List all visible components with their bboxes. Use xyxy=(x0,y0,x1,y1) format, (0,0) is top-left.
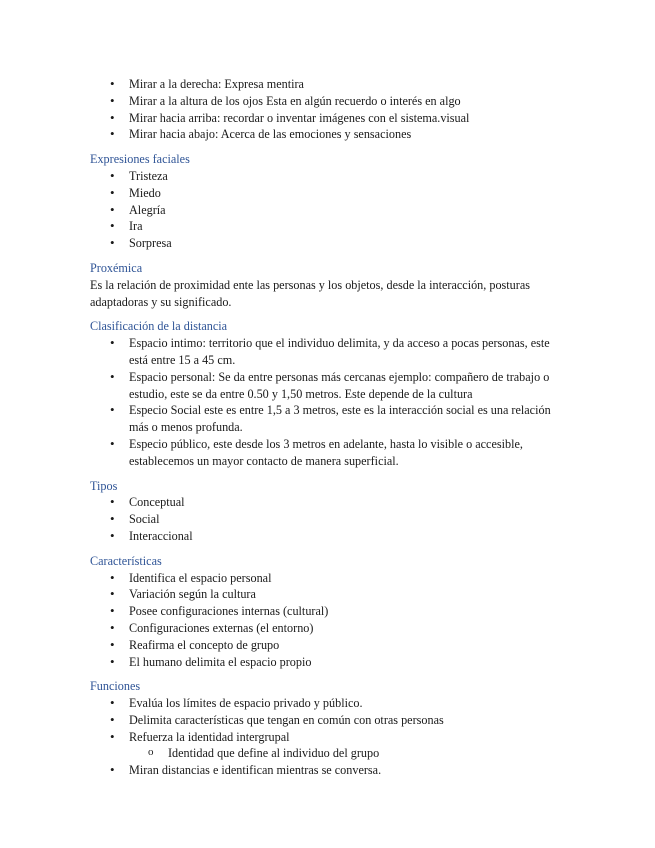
list-item: • Variación según la cultura xyxy=(90,586,570,603)
list-item: • Mirar a la derecha: Expresa mentira xyxy=(90,76,570,93)
proxemica-paragraph: Es la relación de proximidad ente las personas y los objetos, desde la interacción, posturas adaptadoras y su significado. xyxy=(90,277,530,309)
list-item: • Interaccional xyxy=(90,528,570,545)
heading-tipos: Tipos xyxy=(90,478,118,493)
heading-proxemica: Proxémica xyxy=(90,260,143,275)
list-item: • Configuraciones externas (el entorno) xyxy=(90,620,570,637)
list-item: • Sorpresa xyxy=(90,235,570,252)
list-item: • Evalúa los límites de espacio privado y público. xyxy=(90,695,570,712)
list-item: • Identifica el espacio personal xyxy=(90,570,570,587)
list-item: • Mirar hacia abajo: Acerca de las emociones y sensaciones xyxy=(90,126,570,143)
list-item: • Conceptual xyxy=(90,494,570,511)
list-item: • Espacio intimo: territorio que el individuo delimita, y da acceso a pocas personas, este está entre 15 a 45 cm. xyxy=(90,335,570,369)
heading-caracteristicas: Características xyxy=(90,553,162,568)
list-item: • Mirar hacia arriba: recordar o inventar imágenes con el sistema.visual xyxy=(90,110,570,127)
document-page xyxy=(90,76,570,779)
list-item: • Espacio personal: Se da entre personas más cercanas ejemplo: compañero de trabajo o estudio, este se da entre 0.50 y 1,50 metros. Este depende de la cultura xyxy=(90,369,570,403)
heading-funciones: Funciones xyxy=(90,679,141,694)
sub-list-item: o Identidad que define al individuo del grupo xyxy=(90,745,570,762)
list-item: • Refuerza la identidad intergrupal xyxy=(90,729,570,746)
list-item: • Especio público, este desde los 3 metros en adelante, hasta lo visible o accesible, establecemos un mayor contacto de manera superficial. xyxy=(90,436,570,470)
list-item: • Miedo xyxy=(90,185,570,202)
list-item: • Especio Social este es entre 1,5 a 3 metros, este es la interacción social es una relación más o menos profunda. xyxy=(90,402,570,436)
facial-expressions-list xyxy=(90,168,570,252)
eye-direction-list xyxy=(90,76,570,143)
types-list xyxy=(90,494,570,544)
list-item: • Mirar a la altura de los ojos Esta en algún recuerdo o interés en algo xyxy=(90,93,570,110)
list-item: • Miran distancias e identifican mientras se conversa. xyxy=(90,762,570,779)
list-item: • El humano delimita el espacio propio xyxy=(90,654,570,671)
heading-clasificacion: Clasificación de la distancia xyxy=(90,319,228,334)
list-item: • Tristeza xyxy=(90,168,570,185)
functions-list xyxy=(90,695,570,779)
distance-classification-list xyxy=(90,335,570,469)
characteristics-list xyxy=(90,570,570,671)
list-item: • Reafirma el concepto de grupo xyxy=(90,637,570,654)
heading-expresiones-faciales: Expresiones faciales xyxy=(90,152,190,167)
list-item: • Social xyxy=(90,511,570,528)
list-item: • Delimita características que tengan en común con otras personas xyxy=(90,712,570,729)
list-item: • Ira xyxy=(90,218,570,235)
list-item: • Alegría xyxy=(90,202,570,219)
list-item: • Posee configuraciones internas (cultural) xyxy=(90,603,570,620)
